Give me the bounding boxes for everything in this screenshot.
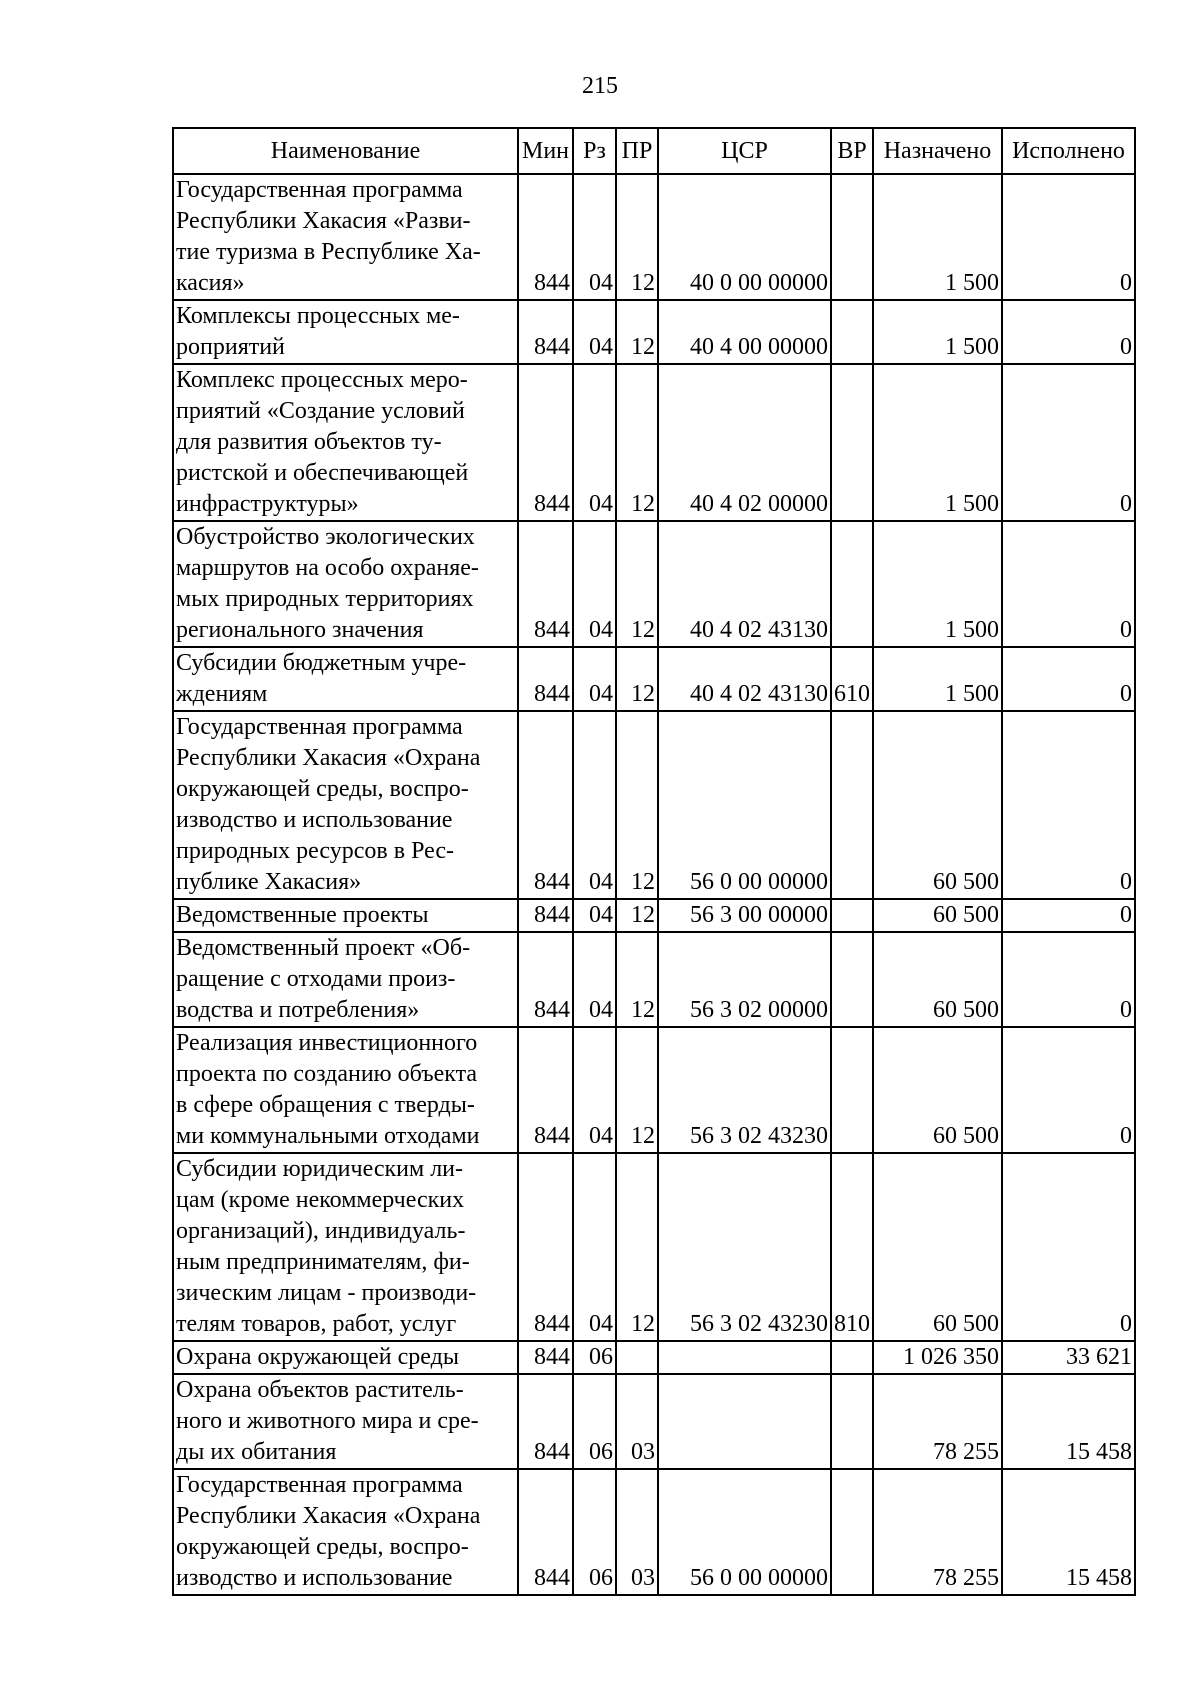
cell-name — [173, 1469, 518, 1595]
cell-assigned: 60 500 — [873, 899, 1002, 932]
cell-executed: 0 — [1002, 364, 1135, 521]
cell-vr — [831, 174, 873, 300]
cell-executed: 15 458 — [1002, 1469, 1135, 1595]
cell-vr — [831, 932, 873, 1027]
table-row — [173, 300, 1135, 364]
table-row — [173, 1469, 1135, 1595]
cell-name — [173, 899, 518, 932]
cell-executed: 0 — [1002, 174, 1135, 300]
cell-rz: 04 — [573, 364, 616, 521]
table-row — [173, 647, 1135, 711]
row-label: Комплексы процессных ме- роприятий — [176, 303, 460, 360]
cell-csr: 56 3 02 43230 — [658, 1153, 831, 1341]
cell-min: 844 — [518, 174, 573, 300]
cell-name — [173, 364, 518, 521]
row-label: Охрана объектов раститель- ного и животного мира и сре- ды их обитания — [176, 1377, 479, 1465]
cell-min: 844 — [518, 521, 573, 647]
cell-pr: 12 — [616, 364, 658, 521]
cell-rz: 06 — [573, 1469, 616, 1595]
cell-assigned: 1 500 — [873, 364, 1002, 521]
cell-executed: 0 — [1002, 899, 1135, 932]
cell-name — [173, 1153, 518, 1341]
header-vr: ВР — [831, 128, 873, 174]
row-label: Государственная программа Республики Хакасия «Охрана окружающей среды, воспро- изводство и использование природных ресурсов в Рес- публике Хакасия» — [176, 714, 481, 895]
row-label: Ведомственный проект «Об- ращение с отходами произ- водства и потребления» — [176, 935, 471, 1023]
cell-vr — [831, 711, 873, 899]
cell-executed: 15 458 — [1002, 1374, 1135, 1469]
cell-assigned: 60 500 — [873, 1153, 1002, 1341]
row-label: Государственная программа Республики Хакасия «Охрана окружающей среды, воспро- изводство и использование — [176, 1472, 481, 1591]
cell-csr: 56 0 00 00000 — [658, 1469, 831, 1595]
cell-assigned: 78 255 — [873, 1469, 1002, 1595]
table-row — [173, 364, 1135, 521]
row-label: Обустройство экологических маршрутов на особо охраняе- мых природных территориях регионального значения — [176, 524, 479, 643]
cell-pr: 03 — [616, 1374, 658, 1469]
cell-name — [173, 647, 518, 711]
cell-assigned: 60 500 — [873, 932, 1002, 1027]
cell-min: 844 — [518, 647, 573, 711]
cell-pr: 03 — [616, 1469, 658, 1595]
cell-pr: 12 — [616, 174, 658, 300]
cell-executed: 33 621 — [1002, 1341, 1135, 1374]
cell-rz: 06 — [573, 1374, 616, 1469]
cell-vr: 610 — [831, 647, 873, 711]
cell-min: 844 — [518, 1027, 573, 1153]
cell-pr: 12 — [616, 647, 658, 711]
cell-min: 844 — [518, 1469, 573, 1595]
cell-executed: 0 — [1002, 521, 1135, 647]
cell-vr — [831, 521, 873, 647]
cell-min: 844 — [518, 932, 573, 1027]
cell-csr: 40 4 02 43130 — [658, 521, 831, 647]
header-rz: Рз — [573, 128, 616, 174]
cell-min: 844 — [518, 711, 573, 899]
budget-table — [172, 127, 1136, 1596]
cell-vr — [831, 1374, 873, 1469]
cell-pr: 12 — [616, 899, 658, 932]
cell-name — [173, 932, 518, 1027]
cell-assigned: 1 026 350 — [873, 1341, 1002, 1374]
cell-assigned: 60 500 — [873, 711, 1002, 899]
cell-vr — [831, 1341, 873, 1374]
cell-pr — [616, 1341, 658, 1374]
cell-name — [173, 711, 518, 899]
row-label: Реализация инвестиционного проекта по созданию объекта в сфере обращения с тверды- ми коммунальными отходами — [176, 1030, 480, 1149]
cell-pr: 12 — [616, 1027, 658, 1153]
header-pr: ПР — [616, 128, 658, 174]
cell-rz: 04 — [573, 300, 616, 364]
cell-pr: 12 — [616, 711, 658, 899]
cell-csr: 40 4 02 43130 — [658, 647, 831, 711]
cell-rz: 04 — [573, 899, 616, 932]
table-body — [173, 174, 1135, 1595]
cell-executed: 0 — [1002, 1153, 1135, 1341]
cell-name — [173, 1341, 518, 1374]
header-min: Мин — [518, 128, 573, 174]
cell-vr: 810 — [831, 1153, 873, 1341]
cell-name — [173, 1027, 518, 1153]
cell-name — [173, 521, 518, 647]
cell-vr — [831, 1027, 873, 1153]
table-row — [173, 174, 1135, 300]
cell-pr: 12 — [616, 521, 658, 647]
table-row — [173, 1374, 1135, 1469]
table-row — [173, 711, 1135, 899]
cell-assigned: 1 500 — [873, 647, 1002, 711]
cell-csr: 40 4 02 00000 — [658, 364, 831, 521]
table-row — [173, 1341, 1135, 1374]
cell-csr — [658, 1341, 831, 1374]
header-executed: Исполнено — [1002, 128, 1135, 174]
cell-min: 844 — [518, 1341, 573, 1374]
cell-executed: 0 — [1002, 932, 1135, 1027]
cell-rz: 04 — [573, 174, 616, 300]
page-number: 215 — [582, 73, 618, 99]
row-label: Охрана окружающей среды — [176, 1344, 459, 1370]
cell-vr — [831, 364, 873, 521]
table-row — [173, 521, 1135, 647]
cell-name — [173, 174, 518, 300]
cell-assigned: 60 500 — [873, 1027, 1002, 1153]
cell-rz: 04 — [573, 521, 616, 647]
cell-pr: 12 — [616, 932, 658, 1027]
table-row — [173, 1027, 1135, 1153]
table-row — [173, 899, 1135, 932]
cell-csr: 56 3 02 43230 — [658, 1027, 831, 1153]
cell-min: 844 — [518, 300, 573, 364]
cell-assigned: 1 500 — [873, 300, 1002, 364]
cell-vr — [831, 300, 873, 364]
cell-min: 844 — [518, 1153, 573, 1341]
cell-rz: 04 — [573, 932, 616, 1027]
cell-rz: 06 — [573, 1341, 616, 1374]
cell-executed: 0 — [1002, 711, 1135, 899]
cell-executed: 0 — [1002, 300, 1135, 364]
cell-min: 844 — [518, 1374, 573, 1469]
cell-rz: 04 — [573, 647, 616, 711]
cell-executed: 0 — [1002, 1027, 1135, 1153]
row-label: Субсидии бюджетным учре- ждениям — [176, 650, 467, 707]
cell-csr: 56 3 00 00000 — [658, 899, 831, 932]
cell-rz: 04 — [573, 1027, 616, 1153]
cell-name — [173, 300, 518, 364]
header-name: Наименование — [173, 128, 518, 174]
header-assigned: Назначено — [873, 128, 1002, 174]
cell-executed: 0 — [1002, 647, 1135, 711]
cell-min: 844 — [518, 364, 573, 521]
table-row — [173, 932, 1135, 1027]
cell-assigned: 1 500 — [873, 174, 1002, 300]
cell-vr — [831, 1469, 873, 1595]
cell-rz: 04 — [573, 1153, 616, 1341]
row-label: Комплекс процессных меро- приятий «Создание условий для развития объектов ту- ристской и обеспечивающей инфраструктуры» — [176, 367, 469, 517]
cell-pr: 12 — [616, 1153, 658, 1341]
cell-csr — [658, 1374, 831, 1469]
table-row — [173, 1153, 1135, 1341]
cell-csr: 56 0 00 00000 — [658, 711, 831, 899]
row-label: Ведомственные проекты — [176, 902, 429, 928]
cell-name — [173, 1374, 518, 1469]
cell-csr: 56 3 02 00000 — [658, 932, 831, 1027]
row-label: Государственная программа Республики Хакасия «Разви- тие туризма в Республике Ха- касия» — [176, 177, 481, 296]
cell-rz: 04 — [573, 711, 616, 899]
cell-assigned: 78 255 — [873, 1374, 1002, 1469]
cell-min: 844 — [518, 899, 573, 932]
table-header-row — [173, 128, 1135, 174]
header-csr: ЦСР — [658, 128, 831, 174]
row-label: Субсидии юридическим ли- цам (кроме некоммерческих организаций), индивидуаль- ным предпринимателям, фи- зическим лицам - производи- телям товаров, работ, услуг — [176, 1156, 477, 1337]
cell-csr: 40 0 00 00000 — [658, 174, 831, 300]
cell-vr — [831, 899, 873, 932]
cell-assigned: 1 500 — [873, 521, 1002, 647]
cell-pr: 12 — [616, 300, 658, 364]
cell-csr: 40 4 00 00000 — [658, 300, 831, 364]
